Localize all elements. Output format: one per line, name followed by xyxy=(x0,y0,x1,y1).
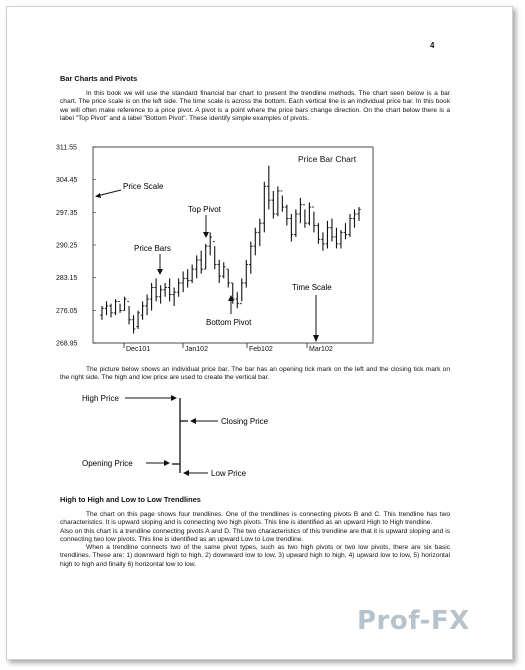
price-bar xyxy=(154,278,158,301)
y-tick-label: 283.15 xyxy=(56,275,78,283)
x-tick-label: Mar102 xyxy=(309,346,333,353)
price-bar xyxy=(317,223,321,244)
price-bar xyxy=(145,294,149,315)
x-tick-label: Jan102 xyxy=(185,346,208,353)
price-bar xyxy=(114,299,118,315)
annotation-time-scale-label: Time Scale xyxy=(292,283,332,292)
price-bar xyxy=(290,214,294,242)
price-bar xyxy=(235,292,239,308)
price-bar xyxy=(118,301,122,313)
annotation-price-bars-label: Price Bars xyxy=(134,244,171,253)
trendlines-paragraph-1: The chart on this page shows four trendlines. One of the trendlines is connecting pivots B and C. This trendline has two characteristics. It is upward sloping and is connecting two high pivots. This line is identified as an upward High to High trendline. xyxy=(60,511,450,527)
price-bar xyxy=(159,285,163,303)
price-bar xyxy=(136,311,140,329)
price-bar xyxy=(195,255,199,278)
price-bar xyxy=(132,315,136,333)
price-bar xyxy=(285,205,289,226)
price-bar xyxy=(186,269,190,287)
price-bar xyxy=(163,283,167,297)
annotation-price-scale xyxy=(95,182,164,198)
page-number: 4 xyxy=(430,41,435,50)
annotation-bottom-pivot xyxy=(206,295,252,327)
intro-paragraph-text: In this book we will use the standard financial bar chart to present the trendline methods. The chart seen below is a bar chart. The price scale is on the left side. The time scale is across the bottom. Each vertical line is an individual price bar. In this book we will often make reference to a price pivot. A pivot is a point where the price bars change direction. On the chart below there is a label "Top Pivot" and a label "Bottom Pivot". These identify simple examples of pivots. xyxy=(60,90,450,122)
opening-price-label: Opening Price xyxy=(82,459,133,468)
price-bar xyxy=(150,283,154,311)
price-bar xyxy=(199,251,203,274)
price-bar xyxy=(303,205,307,228)
watermark-logo: Prof-FX xyxy=(357,606,470,636)
price-bar xyxy=(353,209,357,227)
price-bar xyxy=(348,214,352,237)
price-bar xyxy=(244,260,248,288)
price-bar xyxy=(105,301,109,315)
annotation-time-scale xyxy=(292,283,332,342)
trendlines-paragraph-2: Also on this chart is a trendline connecting pivots A and D. The two characteristics of this trendline are that it is upward sloping and is connecting two low pivots. This line is identified as an upward Low to Low trendline. xyxy=(60,527,450,543)
price-bar xyxy=(127,301,131,324)
closing-price-label: Closing Price xyxy=(221,417,269,426)
trendlines-paragraphs xyxy=(60,511,450,569)
price-bar xyxy=(272,191,276,219)
annotation-bottom-pivot-label: Bottom Pivot xyxy=(206,318,252,327)
price-bar xyxy=(357,207,361,221)
price-bar xyxy=(190,265,194,283)
price-bar xyxy=(226,269,230,287)
section-heading-bar-charts: Bar Charts and Pivots xyxy=(60,74,138,83)
price-bar xyxy=(109,304,113,318)
x-tick-label: Feb102 xyxy=(249,346,273,353)
price-bar xyxy=(100,306,104,320)
price-bar xyxy=(339,230,343,248)
price-bar xyxy=(335,228,339,249)
price-bar xyxy=(123,297,127,311)
y-tick-label: 290.25 xyxy=(56,242,78,250)
price-bar-chart xyxy=(54,138,384,355)
trendlines-paragraph-3: When a trendline connects two of the same pivot types, such as two high pivots or two low pivots, there are six basic trendlines. These are: 1) downward high to high, 2) downward low to low, 3) upward high to high, 4) upward low to low, 5) horizontal high to high and finally 6) horizontal low to low. xyxy=(60,544,450,568)
price-bar xyxy=(312,207,316,232)
y-tick-label: 276.05 xyxy=(56,307,78,315)
price-bar xyxy=(321,232,325,250)
price-bar xyxy=(326,221,330,249)
price-bar xyxy=(240,278,244,303)
price-bar xyxy=(208,232,212,255)
bar-description-text: The picture below shows an individual price bar. The bar has an opening tick mark on the left and the closing tick mark on the right side. The high and low price are used to create the vertical bar. xyxy=(60,366,450,382)
low-price-label: Low Price xyxy=(211,469,247,478)
chart-title: Price Bar Chart xyxy=(298,154,357,164)
x-tick-label: Dec101 xyxy=(126,346,151,353)
price-bar xyxy=(299,198,303,223)
price-bar xyxy=(217,260,221,283)
price-bar xyxy=(181,271,185,292)
price-bar xyxy=(204,244,208,269)
price-bar xyxy=(213,242,217,270)
y-tick-label: 304.45 xyxy=(56,177,78,185)
intro-paragraph xyxy=(60,90,450,123)
annotation-top-pivot xyxy=(188,205,222,238)
price-bar xyxy=(344,223,348,239)
annotation-price-scale-label: Price Scale xyxy=(123,182,164,191)
price-bar xyxy=(249,242,253,274)
price-bar xyxy=(168,278,172,301)
price-bar xyxy=(258,219,262,247)
price-bar xyxy=(177,278,181,296)
y-tick-label: 297.35 xyxy=(56,209,78,217)
price-bar xyxy=(253,228,257,256)
y-tick-label: 311.55 xyxy=(56,144,77,152)
price-bar xyxy=(141,301,145,319)
price-bar xyxy=(172,288,176,306)
price-bar xyxy=(308,202,312,225)
price-bar xyxy=(263,182,267,233)
price-bar xyxy=(330,219,334,242)
price-bar xyxy=(281,191,285,212)
annotation-top-pivot-label: Top Pivot xyxy=(188,205,221,214)
price-bar xyxy=(294,209,298,237)
price-bar xyxy=(222,262,226,278)
section-heading-trendlines: High to High and Low to Low Trendlines xyxy=(60,495,201,504)
price-bar xyxy=(276,186,280,216)
price-bar xyxy=(267,166,271,210)
price-bar-diagram xyxy=(80,390,300,485)
high-price-label: High Price xyxy=(82,394,119,403)
y-tick-label: 268.95 xyxy=(56,340,78,348)
annotation-price-bars xyxy=(134,244,171,275)
bar-description-paragraph xyxy=(60,366,450,383)
